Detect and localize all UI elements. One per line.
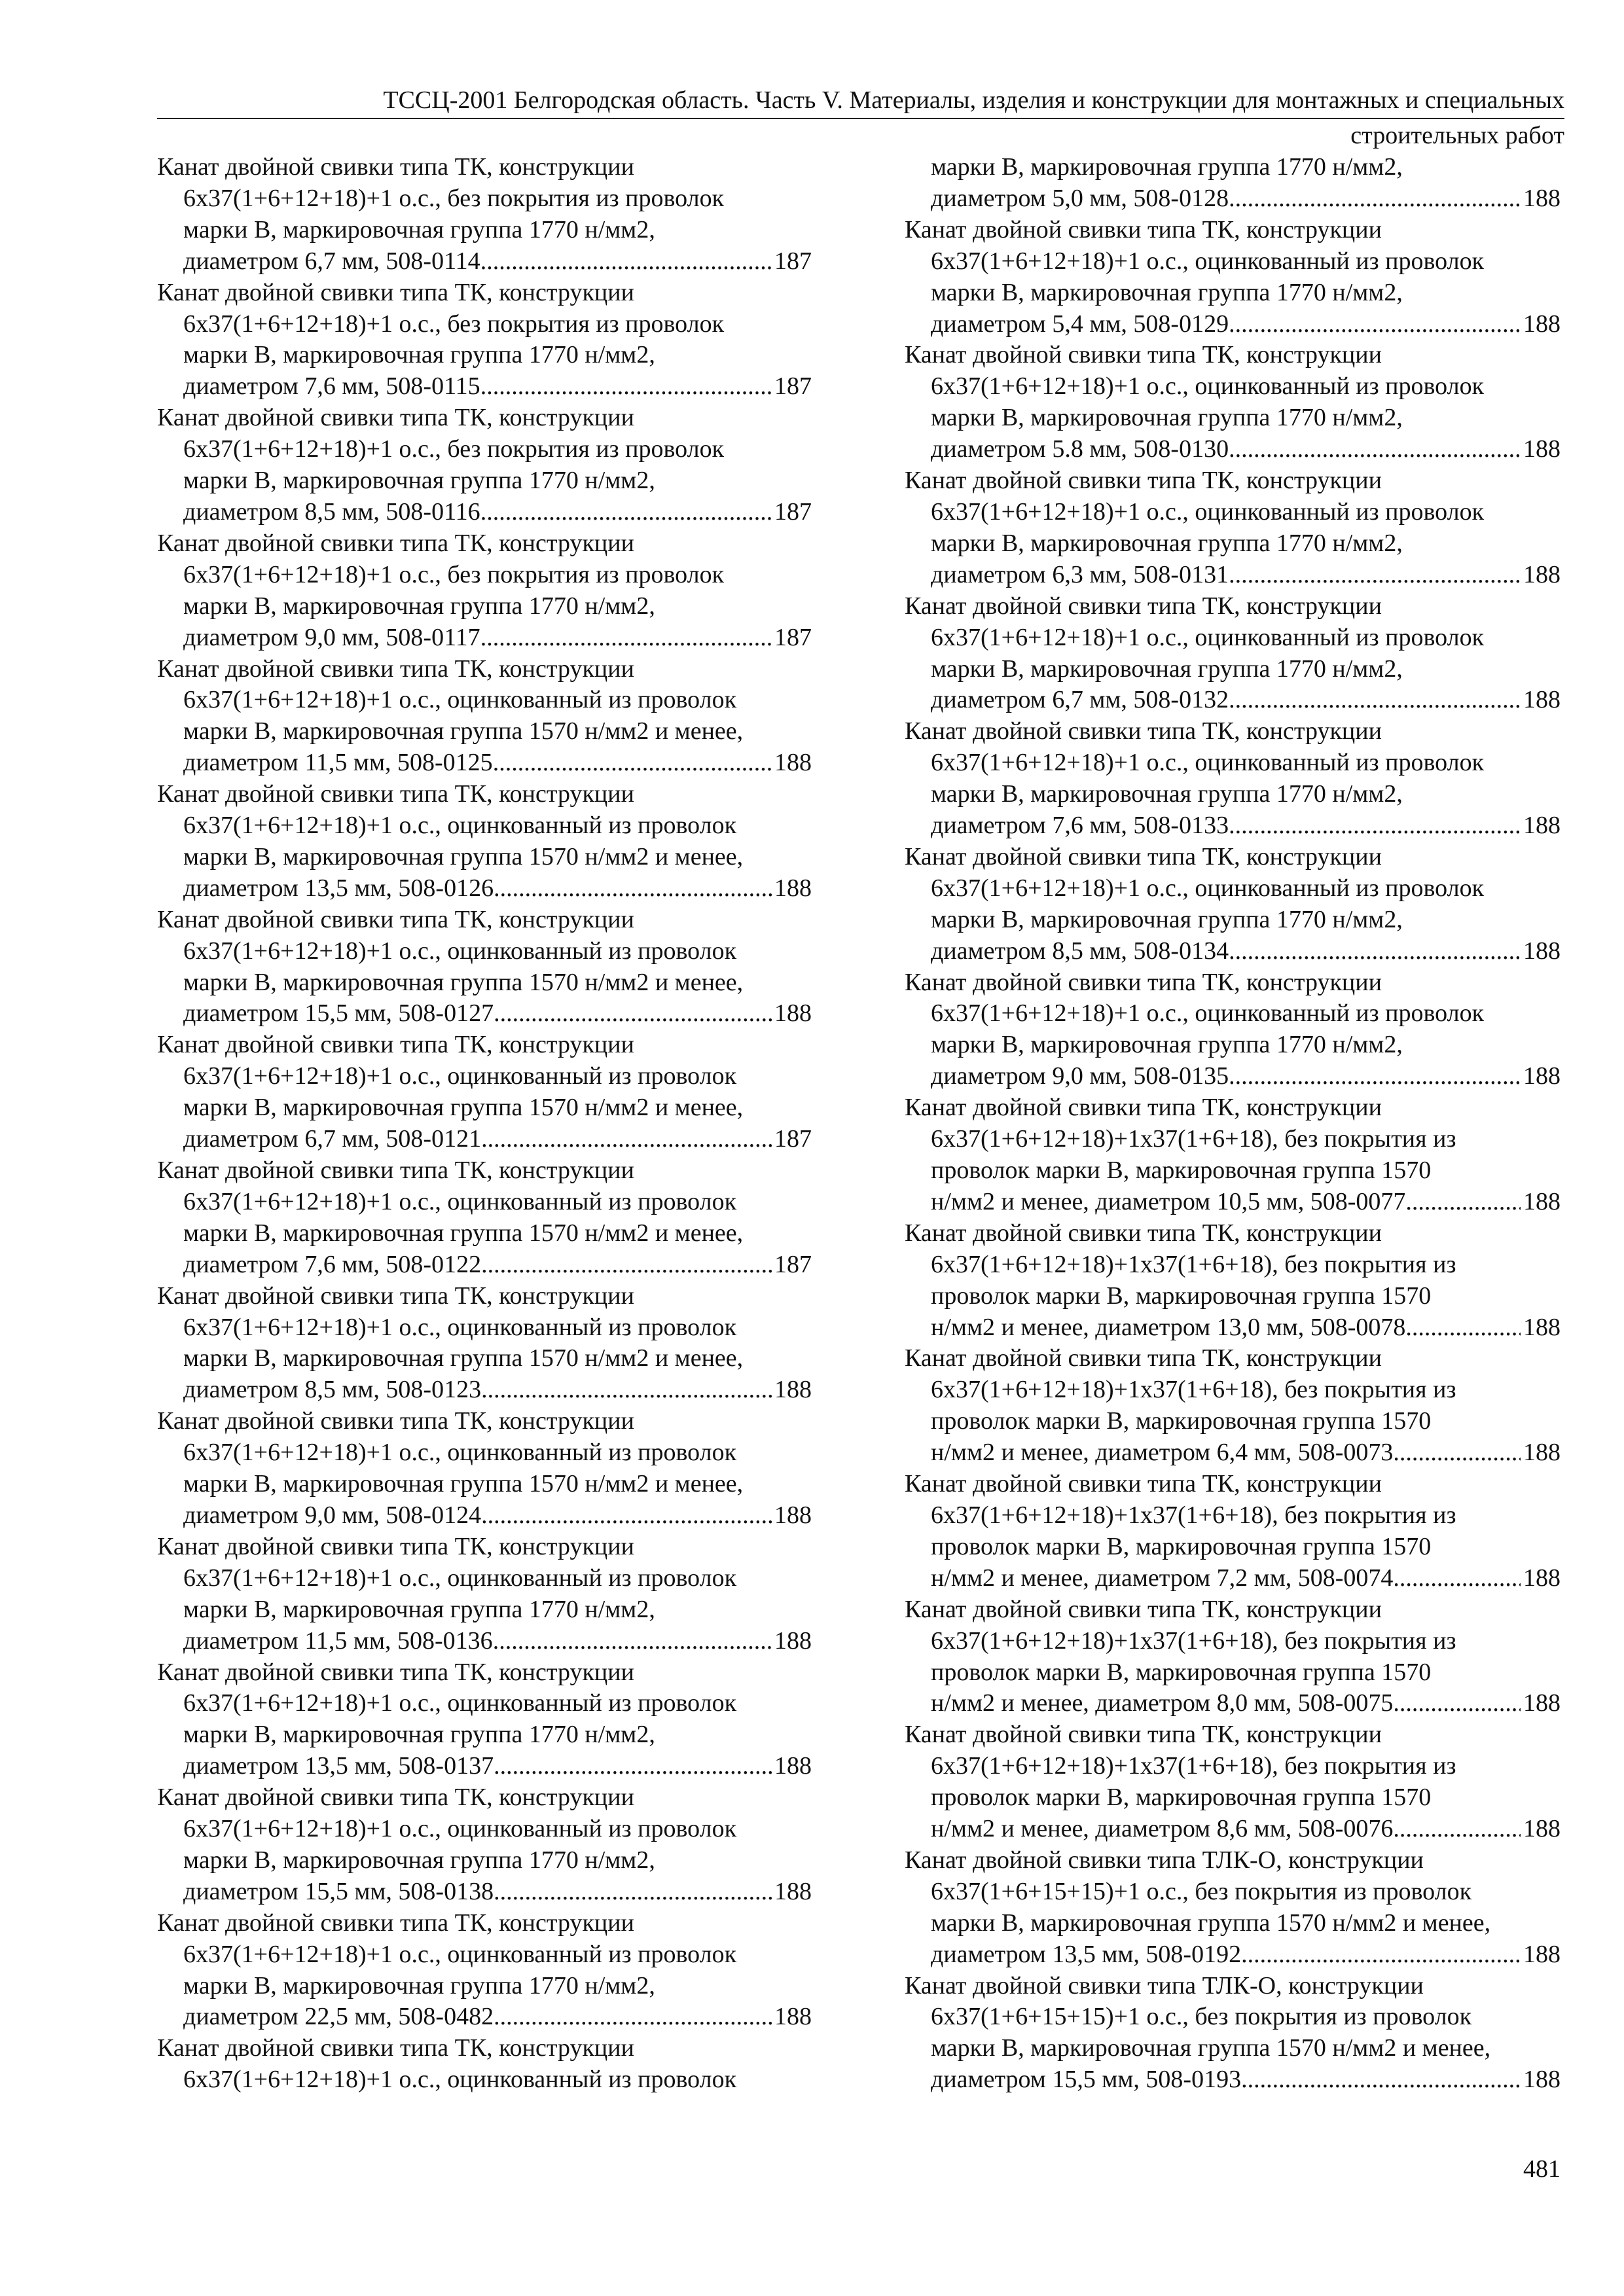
dot-leader bbox=[1241, 2064, 1521, 2096]
entry-line: Канат двойной свивки типа ТК, конструкции bbox=[157, 153, 634, 181]
entry-line: марки В, маркировочная группа 1570 н/мм2 и менее, bbox=[183, 1219, 744, 1247]
entry-page-ref: 188 bbox=[1523, 1689, 1561, 1717]
entry-line: марки В, маркировочная группа 1570 н/мм2 и менее, bbox=[183, 968, 744, 996]
index-entry bbox=[157, 1281, 812, 1407]
entry-last-line bbox=[157, 998, 812, 1030]
entry-page-ref: 187 bbox=[774, 247, 812, 275]
entry-line: 6х37(1+6+12+18)+1 о.с., оцинкованный из проволок bbox=[931, 247, 1485, 275]
entry-page-ref: 188 bbox=[774, 1501, 812, 1529]
entry-page-ref: 188 bbox=[774, 1877, 812, 1905]
entry-line: проволок марки В, маркировочная группа 1570 bbox=[931, 1658, 1432, 1686]
entry-line: 6х37(1+6+12+18)+1 о.с., без покрытия из проволок bbox=[183, 310, 725, 338]
entry-line: Канат двойной свивки типа ТК, конструкции bbox=[157, 1282, 634, 1310]
entry-last-line bbox=[905, 1187, 1561, 1218]
dot-leader bbox=[481, 1249, 772, 1281]
entry-line: Канат двойной свивки типа ТК, конструкции bbox=[157, 1407, 634, 1435]
entry-page-ref: 188 bbox=[1523, 435, 1561, 463]
dot-leader bbox=[1229, 936, 1521, 967]
entry-line: Канат двойной свивки типа ТК, конструкции bbox=[905, 968, 1382, 996]
dot-leader bbox=[1405, 1312, 1521, 1344]
dot-leader bbox=[493, 747, 772, 779]
entry-last-line bbox=[157, 1249, 812, 1281]
index-entry bbox=[905, 967, 1561, 1093]
entry-line: марки В, маркировочная группа 1770 н/мм2, bbox=[931, 655, 1403, 683]
entry-code-text: диаметром 5.8 мм, 508-0130 bbox=[931, 435, 1229, 463]
entry-line: проволок марки В, маркировочная группа 1570 bbox=[931, 1282, 1432, 1310]
entry-line: 6х37(1+6+12+18)+1 о.с., оцинкованный из проволок bbox=[183, 2066, 737, 2094]
entry-line: 6х37(1+6+12+18)+1х37(1+6+18), без покрытия из bbox=[931, 1501, 1456, 1529]
entry-last-line bbox=[157, 246, 812, 278]
entry-line: Канат двойной свивки типа ТК, конструкции bbox=[905, 592, 1382, 620]
entry-line: 6х37(1+6+12+18)+1 о.с., оцинкованный из проволок bbox=[183, 1313, 737, 1341]
entry-code-text: диаметром 9,0 мм, 508-0117 bbox=[183, 623, 480, 651]
entry-line: 6х37(1+6+12+18)+1 о.с., оцинкованный из проволок bbox=[931, 999, 1485, 1028]
entry-line: марки В, маркировочная группа 1770 н/мм2, bbox=[931, 529, 1403, 557]
index-entry bbox=[157, 403, 812, 528]
entry-code-text: диаметром 15,5 мм, 508-0138 bbox=[183, 1877, 494, 1905]
entry-page-ref: 188 bbox=[1523, 1815, 1561, 1843]
entry-last-line bbox=[905, 936, 1561, 967]
index-entry bbox=[905, 152, 1561, 215]
entry-page-ref: 188 bbox=[1523, 1187, 1561, 1215]
index-entry bbox=[157, 1030, 812, 1155]
entry-line: 6х37(1+6+12+18)+1 о.с., без покрытия из проволок bbox=[183, 560, 725, 588]
index-entry bbox=[157, 2033, 812, 2096]
entry-line: Канат двойной свивки типа ТК, конструкции bbox=[905, 842, 1382, 870]
entry-page-ref: 188 bbox=[1523, 1564, 1561, 1592]
entry-line: марки В, маркировочная группа 1770 н/мм2, bbox=[931, 1031, 1403, 1059]
entry-line: Канат двойной свивки типа ТК, конструкции bbox=[157, 529, 634, 557]
dot-leader bbox=[1229, 434, 1521, 465]
entry-line: Канат двойной свивки типа ТК, конструкции bbox=[157, 1532, 634, 1560]
entry-line: марки В, маркировочная группа 1570 н/мм2 и менее, bbox=[183, 842, 744, 870]
index-entry bbox=[157, 654, 812, 780]
entry-code-text: диаметром 15,5 мм, 508-0127 bbox=[183, 999, 494, 1028]
entry-line: марки В, маркировочная группа 1570 н/мм2 и менее, bbox=[183, 1094, 744, 1122]
entry-line: 6х37(1+6+12+18)+1 о.с., оцинкованный из проволок bbox=[183, 1062, 737, 1090]
entry-code-text: диаметром 8,5 мм, 508-0116 bbox=[183, 497, 480, 526]
dot-leader bbox=[1405, 1187, 1521, 1218]
entry-code-text: диаметром 22,5 мм, 508-0482 bbox=[183, 2003, 494, 2031]
index-entry bbox=[905, 716, 1561, 842]
dot-leader bbox=[494, 2001, 772, 2033]
entry-code-text: диаметром 9,0 мм, 508-0135 bbox=[931, 1062, 1229, 1090]
entry-line: Канат двойной свивки типа ТК, конструкции bbox=[905, 1219, 1382, 1247]
index-entry bbox=[905, 465, 1561, 591]
entry-line: Канат двойной свивки типа ТК, конструкции bbox=[157, 2034, 634, 2062]
entry-last-line bbox=[905, 1688, 1561, 1719]
index-entry bbox=[157, 1908, 812, 2034]
entry-last-line bbox=[157, 1500, 812, 1532]
entry-line: марки В, маркировочная группа 1770 н/мм2, bbox=[931, 404, 1403, 432]
entry-line: марки В, маркировочная группа 1570 н/мм2 и менее, bbox=[183, 717, 744, 745]
dot-leader bbox=[1229, 183, 1521, 215]
entry-line: марки В, маркировочная группа 1770 н/мм2, bbox=[183, 1846, 655, 1874]
entry-code-text: н/мм2 и менее, диаметром 6,4 мм, 508-0073 bbox=[931, 1439, 1394, 1467]
entry-last-line bbox=[905, 1312, 1561, 1344]
index-entry bbox=[905, 1218, 1561, 1344]
index-entry bbox=[157, 779, 812, 905]
index-entry bbox=[905, 215, 1561, 340]
entry-line: марки В, маркировочная группа 1770 н/мм2, bbox=[183, 215, 655, 243]
index-column-left bbox=[157, 152, 812, 2096]
entry-page-ref: 188 bbox=[1523, 560, 1561, 588]
entry-line: марки В, маркировочная группа 1770 н/мм2, bbox=[931, 905, 1403, 933]
dot-leader bbox=[480, 246, 772, 278]
entry-line: 6х37(1+6+12+18)+1х37(1+6+18), без покрытия из bbox=[931, 1626, 1456, 1655]
dot-leader bbox=[481, 1500, 772, 1532]
index-entry bbox=[157, 1657, 812, 1783]
entry-page-ref: 188 bbox=[1523, 1313, 1561, 1341]
index-entry bbox=[157, 278, 812, 403]
dot-leader bbox=[481, 1374, 772, 1406]
dot-leader bbox=[480, 371, 772, 403]
entry-code-text: диаметром 6,3 мм, 508-0131 bbox=[931, 560, 1229, 588]
entry-last-line bbox=[905, 434, 1561, 465]
entry-line: Канат двойной свивки типа ТК, конструкции bbox=[157, 278, 634, 306]
entry-page-ref: 187 bbox=[774, 1250, 812, 1278]
index-entry bbox=[157, 1155, 812, 1281]
dot-leader bbox=[494, 1876, 772, 1908]
entry-line: 6х37(1+6+12+18)+1 о.с., оцинкованный из проволок bbox=[931, 497, 1485, 526]
dot-leader bbox=[1393, 1563, 1521, 1594]
entry-line: марки В, маркировочная группа 1770 н/мм2, bbox=[931, 278, 1403, 306]
index-entry bbox=[905, 340, 1561, 465]
entry-page-ref: 188 bbox=[1523, 1940, 1561, 1968]
entry-line: марки В, маркировочная группа 1770 н/мм2, bbox=[183, 1971, 655, 2000]
entry-last-line bbox=[157, 371, 812, 403]
entry-code-text: диаметром 13,5 мм, 508-0192 bbox=[931, 1940, 1242, 1968]
dot-leader bbox=[1393, 1814, 1521, 1845]
entry-line: 6х37(1+6+12+18)+1 о.с., оцинкованный из проволок bbox=[183, 937, 737, 965]
entry-last-line bbox=[905, 685, 1561, 716]
entry-line: Канат двойной свивки типа ТК, конструкции bbox=[157, 905, 634, 933]
dot-leader bbox=[1393, 1437, 1521, 1469]
dot-leader bbox=[480, 497, 772, 528]
entry-line: марки В, маркировочная группа 1770 н/мм2, bbox=[183, 1595, 655, 1623]
entry-line: Канат двойной свивки типа ТК, конструкции bbox=[905, 215, 1382, 243]
entry-line: Канат двойной свивки типа ТК, конструкции bbox=[905, 1721, 1382, 1749]
entry-line: 6х37(1+6+12+18)+1 о.с., оцинкованный из проволок bbox=[183, 1187, 737, 1215]
entry-line: 6х37(1+6+12+18)+1 о.с., без покрытия из проволок bbox=[183, 184, 725, 212]
index-entry bbox=[905, 842, 1561, 967]
entry-line: марки В, маркировочная группа 1770 н/мм2, bbox=[183, 341, 655, 369]
dot-leader bbox=[494, 1751, 772, 1782]
entry-last-line bbox=[905, 810, 1561, 842]
entry-code-text: н/мм2 и менее, диаметром 8,0 мм, 508-0075 bbox=[931, 1689, 1394, 1717]
entry-code-text: диаметром 6,7 мм, 508-0114 bbox=[183, 247, 480, 275]
entry-page-ref: 188 bbox=[774, 1376, 812, 1404]
dot-leader bbox=[1393, 1688, 1521, 1719]
entry-line: Канат двойной свивки типа ТК, конструкции bbox=[157, 655, 634, 683]
entry-last-line bbox=[905, 183, 1561, 215]
entry-page-ref: 188 bbox=[774, 1626, 812, 1655]
dot-leader bbox=[493, 1626, 772, 1657]
index-entry bbox=[905, 1845, 1561, 1971]
entry-line: 6х37(1+6+12+18)+1х37(1+6+18), без покрытия из bbox=[931, 1125, 1456, 1153]
entry-code-text: диаметром 13,5 мм, 508-0126 bbox=[183, 874, 494, 902]
entry-last-line bbox=[905, 2064, 1561, 2096]
entry-line: 6х37(1+6+12+18)+1 о.с., оцинкованный из проволок bbox=[931, 874, 1485, 902]
entry-code-text: диаметром 15,5 мм, 508-0193 bbox=[931, 2066, 1242, 2094]
entry-last-line bbox=[157, 1876, 812, 1908]
entry-page-ref: 188 bbox=[1523, 937, 1561, 965]
index-entry bbox=[905, 1594, 1561, 1720]
entry-page-ref: 188 bbox=[1523, 2066, 1561, 2094]
entry-line: марки В, маркировочная группа 1570 н/мм2 и менее, bbox=[931, 1909, 1491, 1937]
entry-line: Канат двойной свивки типа ТК, конструкции bbox=[905, 717, 1382, 745]
dot-leader bbox=[480, 622, 772, 654]
entry-line: проволок марки В, маркировочная группа 1570 bbox=[931, 1407, 1432, 1435]
entry-line: Канат двойной свивки типа ТК, конструкции bbox=[157, 780, 634, 808]
entry-last-line bbox=[157, 1374, 812, 1406]
entry-line: 6х37(1+6+12+18)+1 о.с., оцинкованный из проволок bbox=[183, 1439, 737, 1467]
entry-line: марки В, маркировочная группа 1770 н/мм2, bbox=[183, 1721, 655, 1749]
index-column-right bbox=[905, 152, 1561, 2096]
dot-leader bbox=[1229, 560, 1521, 591]
entry-page-ref: 188 bbox=[774, 1752, 812, 1780]
entry-page-ref: 187 bbox=[774, 497, 812, 526]
dot-leader bbox=[481, 1124, 772, 1155]
entry-last-line bbox=[157, 1124, 812, 1155]
entry-line: 6х37(1+6+12+18)+1 о.с., оцинкованный из проволок bbox=[931, 623, 1485, 651]
entry-line: Канат двойной свивки типа ТК, конструкции bbox=[157, 404, 634, 432]
entry-line: Канат двойной свивки типа ТК, конструкции bbox=[157, 1658, 634, 1686]
entry-last-line bbox=[157, 1626, 812, 1657]
entry-line: Канат двойной свивки типа ТЛК-О, конструкции bbox=[905, 1846, 1424, 1874]
entry-page-ref: 188 bbox=[1523, 812, 1561, 840]
entry-line: марки В, маркировочная группа 1570 н/мм2 и менее, bbox=[183, 1344, 744, 1372]
index-entry bbox=[905, 1469, 1561, 1594]
entry-line: Канат двойной свивки типа ТЛК-О, конструкции bbox=[905, 1971, 1424, 2000]
entry-code-text: н/мм2 и менее, диаметром 13,0 мм, 508-0078 bbox=[931, 1313, 1406, 1341]
entry-line: проволок марки В, маркировочная группа 1570 bbox=[931, 1784, 1432, 1812]
entry-last-line bbox=[157, 2001, 812, 2033]
entry-code-text: диаметром 11,5 мм, 508-0125 bbox=[183, 749, 493, 777]
entry-code-text: диаметром 6,7 мм, 508-0121 bbox=[183, 1125, 482, 1153]
entry-page-ref: 188 bbox=[1523, 686, 1561, 714]
page-number: 481 bbox=[1523, 2155, 1561, 2183]
entry-last-line bbox=[157, 1751, 812, 1782]
entry-line: Канат двойной свивки типа ТК, конструкции bbox=[157, 1909, 634, 1937]
header-title: ТССЦ-2001 Белгородская область. Часть V. Материалы, изделия и конструкции для монтажных и специальных bbox=[383, 86, 1564, 114]
entry-line: 6х37(1+6+12+18)+1х37(1+6+18), без покрытия из bbox=[931, 1752, 1456, 1780]
index-entry bbox=[905, 1971, 1561, 2096]
entry-page-ref: 187 bbox=[774, 372, 812, 401]
entry-line: Канат двойной свивки типа ТК, конструкции bbox=[157, 1157, 634, 1184]
entry-code-text: диаметром 6,7 мм, 508-0132 bbox=[931, 686, 1229, 714]
dot-leader bbox=[494, 998, 772, 1030]
dot-leader bbox=[1229, 810, 1521, 842]
entry-line: марки В, маркировочная группа 1770 н/мм2, bbox=[183, 592, 655, 620]
entry-page-ref: 188 bbox=[774, 999, 812, 1028]
entry-line: 6х37(1+6+12+18)+1 о.с., оцинкованный из проволок bbox=[183, 1564, 737, 1592]
index-entry bbox=[157, 905, 812, 1030]
index-entry bbox=[157, 1532, 812, 1657]
entry-line: 6х37(1+6+12+18)+1 о.с., оцинкованный из проволок bbox=[931, 372, 1485, 401]
index-entry bbox=[157, 1406, 812, 1532]
index-entry bbox=[905, 1343, 1561, 1469]
entry-line: проволок марки В, маркировочная группа 1570 bbox=[931, 1157, 1432, 1184]
entry-line: 6х37(1+6+12+18)+1 о.с., оцинкованный из проволок bbox=[183, 1815, 737, 1843]
entry-code-text: диаметром 8,5 мм, 508-0134 bbox=[931, 937, 1229, 965]
entry-line: 6х37(1+6+12+18)+1х37(1+6+18), без покрытия из bbox=[931, 1250, 1456, 1278]
entry-last-line bbox=[905, 1814, 1561, 1845]
entry-line: проволок марки В, маркировочная группа 1570 bbox=[931, 1532, 1432, 1560]
entry-last-line bbox=[905, 309, 1561, 340]
entry-line: 6х37(1+6+15+15)+1 о.с., без покрытия из проволок bbox=[931, 1877, 1472, 1905]
entry-line: марки В, маркировочная группа 1770 н/мм2, bbox=[931, 153, 1403, 181]
entry-line: Канат двойной свивки типа ТК, конструкции bbox=[905, 467, 1382, 495]
entry-line: Канат двойной свивки типа ТК, конструкции bbox=[905, 341, 1382, 369]
entry-code-text: диаметром 5,0 мм, 508-0128 bbox=[931, 184, 1229, 212]
entry-last-line bbox=[157, 622, 812, 654]
dot-leader bbox=[1229, 309, 1521, 340]
entry-line: Канат двойной свивки типа ТК, конструкции bbox=[157, 1784, 634, 1812]
entry-line: 6х37(1+6+15+15)+1 о.с., без покрытия из проволок bbox=[931, 2003, 1472, 2031]
entry-line: Канат двойной свивки типа ТК, конструкции bbox=[905, 1344, 1382, 1372]
entry-line: 6х37(1+6+12+18)+1 о.с., оцинкованный из проволок bbox=[183, 1689, 737, 1717]
index-entry bbox=[157, 152, 812, 278]
index-entry bbox=[905, 1092, 1561, 1218]
entry-line: марки В, маркировочная группа 1570 н/мм2 и менее, bbox=[931, 2034, 1491, 2062]
entry-code-text: диаметром 8,5 мм, 508-0123 bbox=[183, 1376, 482, 1404]
entry-code-text: диаметром 9,0 мм, 508-0124 bbox=[183, 1501, 482, 1529]
dot-leader bbox=[1241, 1939, 1521, 1971]
entry-page-ref: 187 bbox=[774, 623, 812, 651]
entry-last-line bbox=[905, 1437, 1561, 1469]
dot-leader bbox=[494, 873, 772, 905]
dot-leader bbox=[1229, 1061, 1521, 1092]
entry-line: марки В, маркировочная группа 1770 н/мм2, bbox=[183, 467, 655, 495]
entry-last-line bbox=[157, 873, 812, 905]
entry-code-text: н/мм2 и менее, диаметром 10,5 мм, 508-0077 bbox=[931, 1187, 1406, 1215]
entry-code-text: диаметром 13,5 мм, 508-0137 bbox=[183, 1752, 494, 1780]
entry-page-ref: 188 bbox=[1523, 184, 1561, 212]
entry-last-line bbox=[157, 497, 812, 528]
index-entry bbox=[905, 591, 1561, 717]
entry-line: 6х37(1+6+12+18)+1 о.с., оцинкованный из проволок bbox=[183, 686, 737, 714]
entry-line: марки В, маркировочная группа 1770 н/мм2, bbox=[931, 780, 1403, 808]
entry-line: Канат двойной свивки типа ТК, конструкции bbox=[905, 1094, 1382, 1122]
entry-code-text: диаметром 11,5 мм, 508-0136 bbox=[183, 1626, 493, 1655]
entry-last-line bbox=[905, 1061, 1561, 1092]
entry-line: 6х37(1+6+12+18)+1 о.с., оцинкованный из проволок bbox=[183, 1940, 737, 1968]
entry-line: Канат двойной свивки типа ТК, конструкции bbox=[905, 1595, 1382, 1623]
entry-line: марки В, маркировочная группа 1570 н/мм2 и менее, bbox=[183, 1470, 744, 1498]
entry-line: 6х37(1+6+12+18)+1 о.с., оцинкованный из проволок bbox=[183, 812, 737, 840]
header-title-continuation: строительных работ bbox=[1350, 122, 1564, 149]
entry-page-ref: 188 bbox=[1523, 1439, 1561, 1467]
entry-code-text: диаметром 7,6 мм, 508-0133 bbox=[931, 812, 1229, 840]
entry-line: Канат двойной свивки типа ТК, конструкции bbox=[157, 1031, 634, 1059]
entry-code-text: н/мм2 и менее, диаметром 8,6 мм, 508-0076 bbox=[931, 1815, 1394, 1843]
entry-last-line bbox=[905, 560, 1561, 591]
entry-last-line bbox=[905, 1563, 1561, 1594]
entry-code-text: диаметром 5,4 мм, 508-0129 bbox=[931, 310, 1229, 338]
entry-last-line bbox=[905, 1939, 1561, 1971]
entry-page-ref: 188 bbox=[1523, 1062, 1561, 1090]
index-entry bbox=[905, 1719, 1561, 1845]
dot-leader bbox=[1229, 685, 1521, 716]
entry-line: 6х37(1+6+12+18)+1 о.с., без покрытия из проволок bbox=[183, 435, 725, 463]
entry-page-ref: 188 bbox=[774, 874, 812, 902]
entry-code-text: диаметром 7,6 мм, 508-0122 bbox=[183, 1250, 482, 1278]
entry-page-ref: 188 bbox=[1523, 310, 1561, 338]
running-header bbox=[157, 84, 1564, 152]
entry-code-text: н/мм2 и менее, диаметром 7,2 мм, 508-0074 bbox=[931, 1564, 1394, 1592]
index-entry bbox=[157, 1782, 812, 1908]
entry-last-line bbox=[157, 747, 812, 779]
index-entry bbox=[157, 528, 812, 654]
entry-line: 6х37(1+6+12+18)+1х37(1+6+18), без покрытия из bbox=[931, 1376, 1456, 1404]
entry-page-ref: 188 bbox=[774, 749, 812, 777]
entry-code-text: диаметром 7,6 мм, 508-0115 bbox=[183, 372, 480, 401]
entry-page-ref: 188 bbox=[774, 2003, 812, 2031]
entry-line: 6х37(1+6+12+18)+1 о.с., оцинкованный из проволок bbox=[931, 749, 1485, 777]
entry-line: Канат двойной свивки типа ТК, конструкции bbox=[905, 1470, 1382, 1498]
entry-page-ref: 187 bbox=[774, 1125, 812, 1153]
